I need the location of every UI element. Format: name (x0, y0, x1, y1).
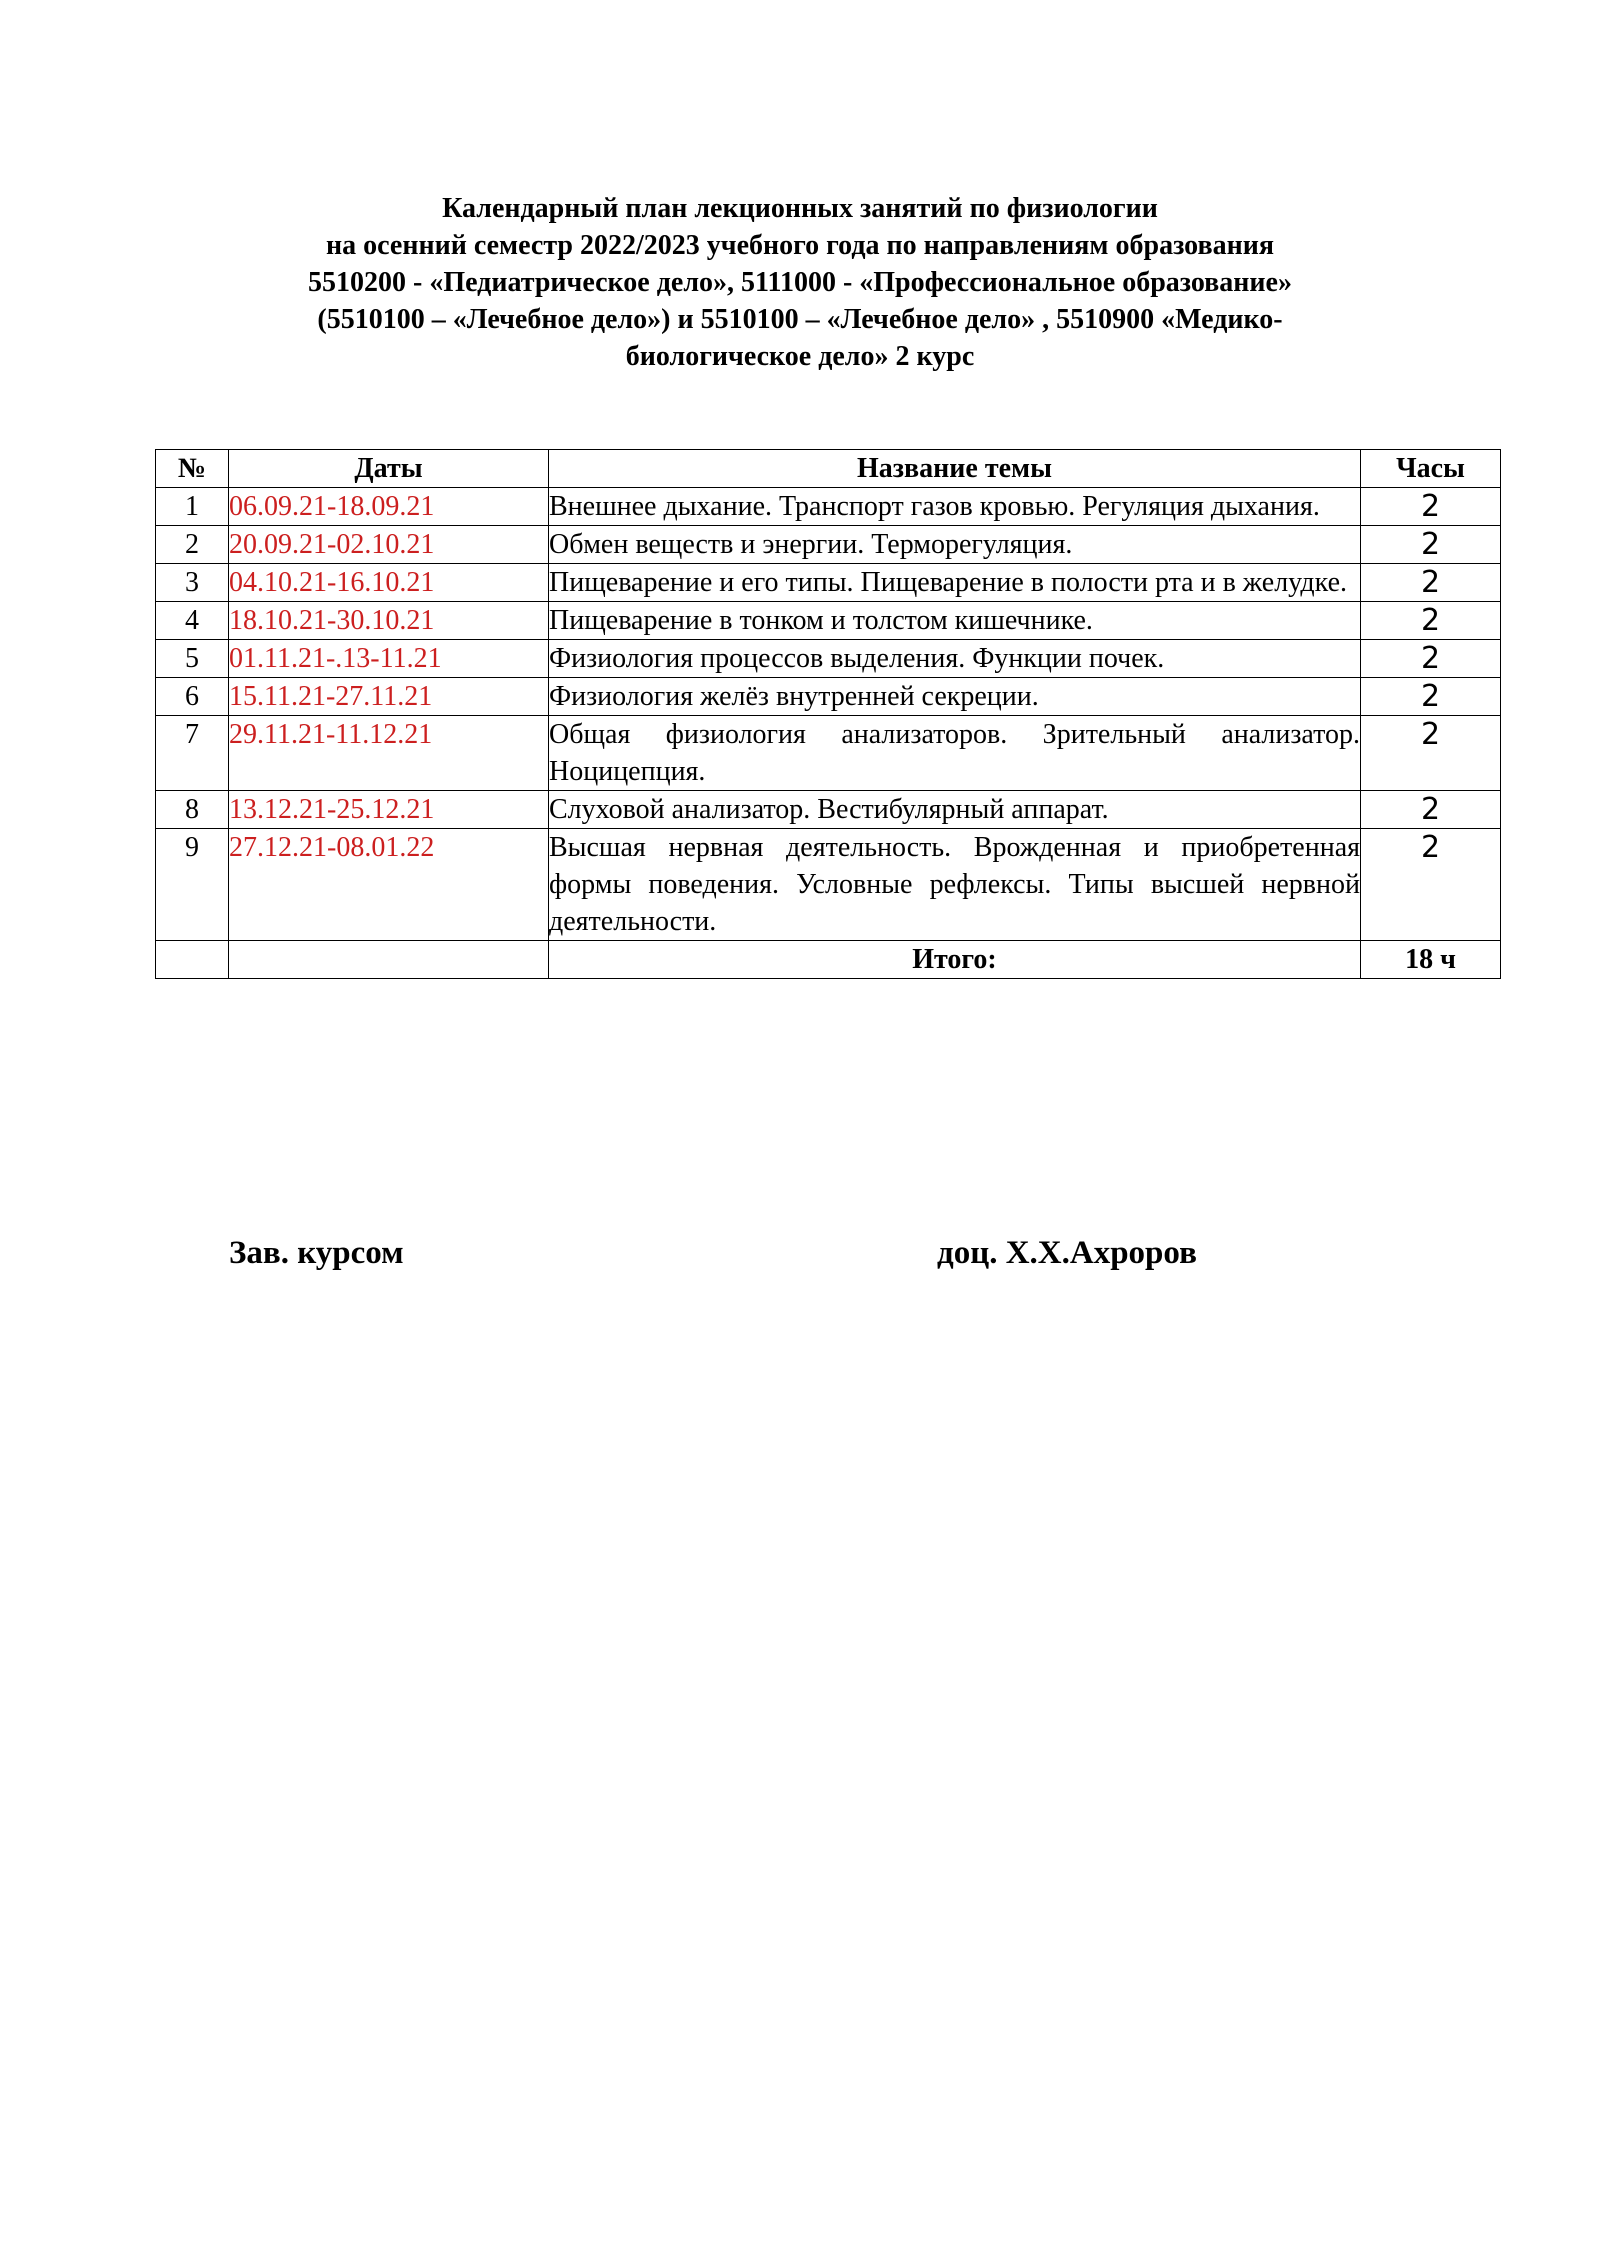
row-number: 7 (156, 716, 229, 791)
title-line-2: на осенний семестр 2022/2023 учебного года по направлениям образования (326, 230, 1274, 261)
row-number: 2 (156, 526, 229, 564)
title-line-1: Календарный план лекционных занятий по физиологии (442, 193, 1158, 224)
signature-name: доц. Х.Х.Ахроров (937, 1235, 1197, 1271)
row-dates: 27.12.21-08.01.22 (229, 829, 549, 941)
row-dates: 04.10.21-16.10.21 (229, 564, 549, 602)
row-topic: Внешнее дыхание. Транспорт газов кровью. Регуляция дыхания. (549, 488, 1361, 526)
row-dates: 01.11.21-.13-11.21 (229, 640, 549, 678)
row-topic: Пищеварение в тонком и толстом кишечнике. (549, 602, 1361, 640)
row-dates: 15.11.21-27.11.21 (229, 678, 549, 716)
row-hours: 2 (1361, 678, 1501, 716)
row-topic: Высшая нервная деятельность. Врожденная и приобретенная формы поведения. Условные рефлексы. Типы высшей нервной деятельности. (549, 829, 1361, 941)
total-empty-dates-cell (229, 941, 549, 979)
title-line-4: (5510100 – «Лечебное дело») и 5510100 – «Лечебное дело» , 5510900 «Медико- (317, 304, 1283, 335)
row-hours: 2 (1361, 488, 1501, 526)
title-line-3: 5510200 - «Педиатрическое дело», 5111000 - «Профессиональное образование» (308, 267, 1292, 298)
row-dates: 13.12.21-25.12.21 (229, 791, 549, 829)
table-body (156, 488, 1501, 979)
header-hours: Часы (1361, 450, 1501, 488)
table-row (156, 488, 1501, 526)
row-number: 8 (156, 791, 229, 829)
signature-position: Зав. курсом (229, 1235, 404, 1271)
row-number: 9 (156, 829, 229, 941)
row-hours: 2 (1361, 640, 1501, 678)
table-row (156, 602, 1501, 640)
table-row (156, 829, 1501, 941)
total-row (156, 941, 1501, 979)
row-topic: Физиология процессов выделения. Функции почек. (549, 640, 1361, 678)
row-dates: 29.11.21-11.12.21 (229, 716, 549, 791)
row-topic: Физиология желёз внутренней секреции. (549, 678, 1361, 716)
document-title (0, 190, 1600, 375)
table-row (156, 526, 1501, 564)
row-topic: Общая физиология анализаторов. Зрительный анализатор. Ноцицепция. (549, 716, 1361, 791)
table-row (156, 678, 1501, 716)
total-empty-number-cell (156, 941, 229, 979)
row-hours: 2 (1361, 791, 1501, 829)
table-row (156, 564, 1501, 602)
table-header (156, 450, 1501, 488)
header-row (156, 450, 1501, 488)
row-hours: 2 (1361, 829, 1501, 941)
row-number: 3 (156, 564, 229, 602)
row-dates: 18.10.21-30.10.21 (229, 602, 549, 640)
row-number: 1 (156, 488, 229, 526)
header-topic: Название темы (549, 450, 1361, 488)
header-number: № (156, 450, 229, 488)
row-number: 6 (156, 678, 229, 716)
table-row (156, 716, 1501, 791)
row-topic: Пищеварение и его типы. Пищеварение в полости рта и в желудке. (549, 564, 1361, 602)
row-hours: 2 (1361, 602, 1501, 640)
row-dates: 20.09.21-02.10.21 (229, 526, 549, 564)
header-dates: Даты (229, 450, 549, 488)
total-label: Итого: (549, 941, 1361, 979)
row-hours: 2 (1361, 716, 1501, 791)
row-hours: 2 (1361, 564, 1501, 602)
total-hours: 18 ч (1361, 941, 1501, 979)
row-number: 5 (156, 640, 229, 678)
row-dates: 06.09.21-18.09.21 (229, 488, 549, 526)
row-topic: Обмен веществ и энергии. Терморегуляция. (549, 526, 1361, 564)
lecture-schedule-table (155, 449, 1501, 979)
row-topic: Слуховой анализатор. Вестибулярный аппарат. (549, 791, 1361, 829)
title-line-5: биологическое дело» 2 курс (625, 341, 975, 372)
table-row (156, 791, 1501, 829)
table-row (156, 640, 1501, 678)
row-hours: 2 (1361, 526, 1501, 564)
row-number: 4 (156, 602, 229, 640)
